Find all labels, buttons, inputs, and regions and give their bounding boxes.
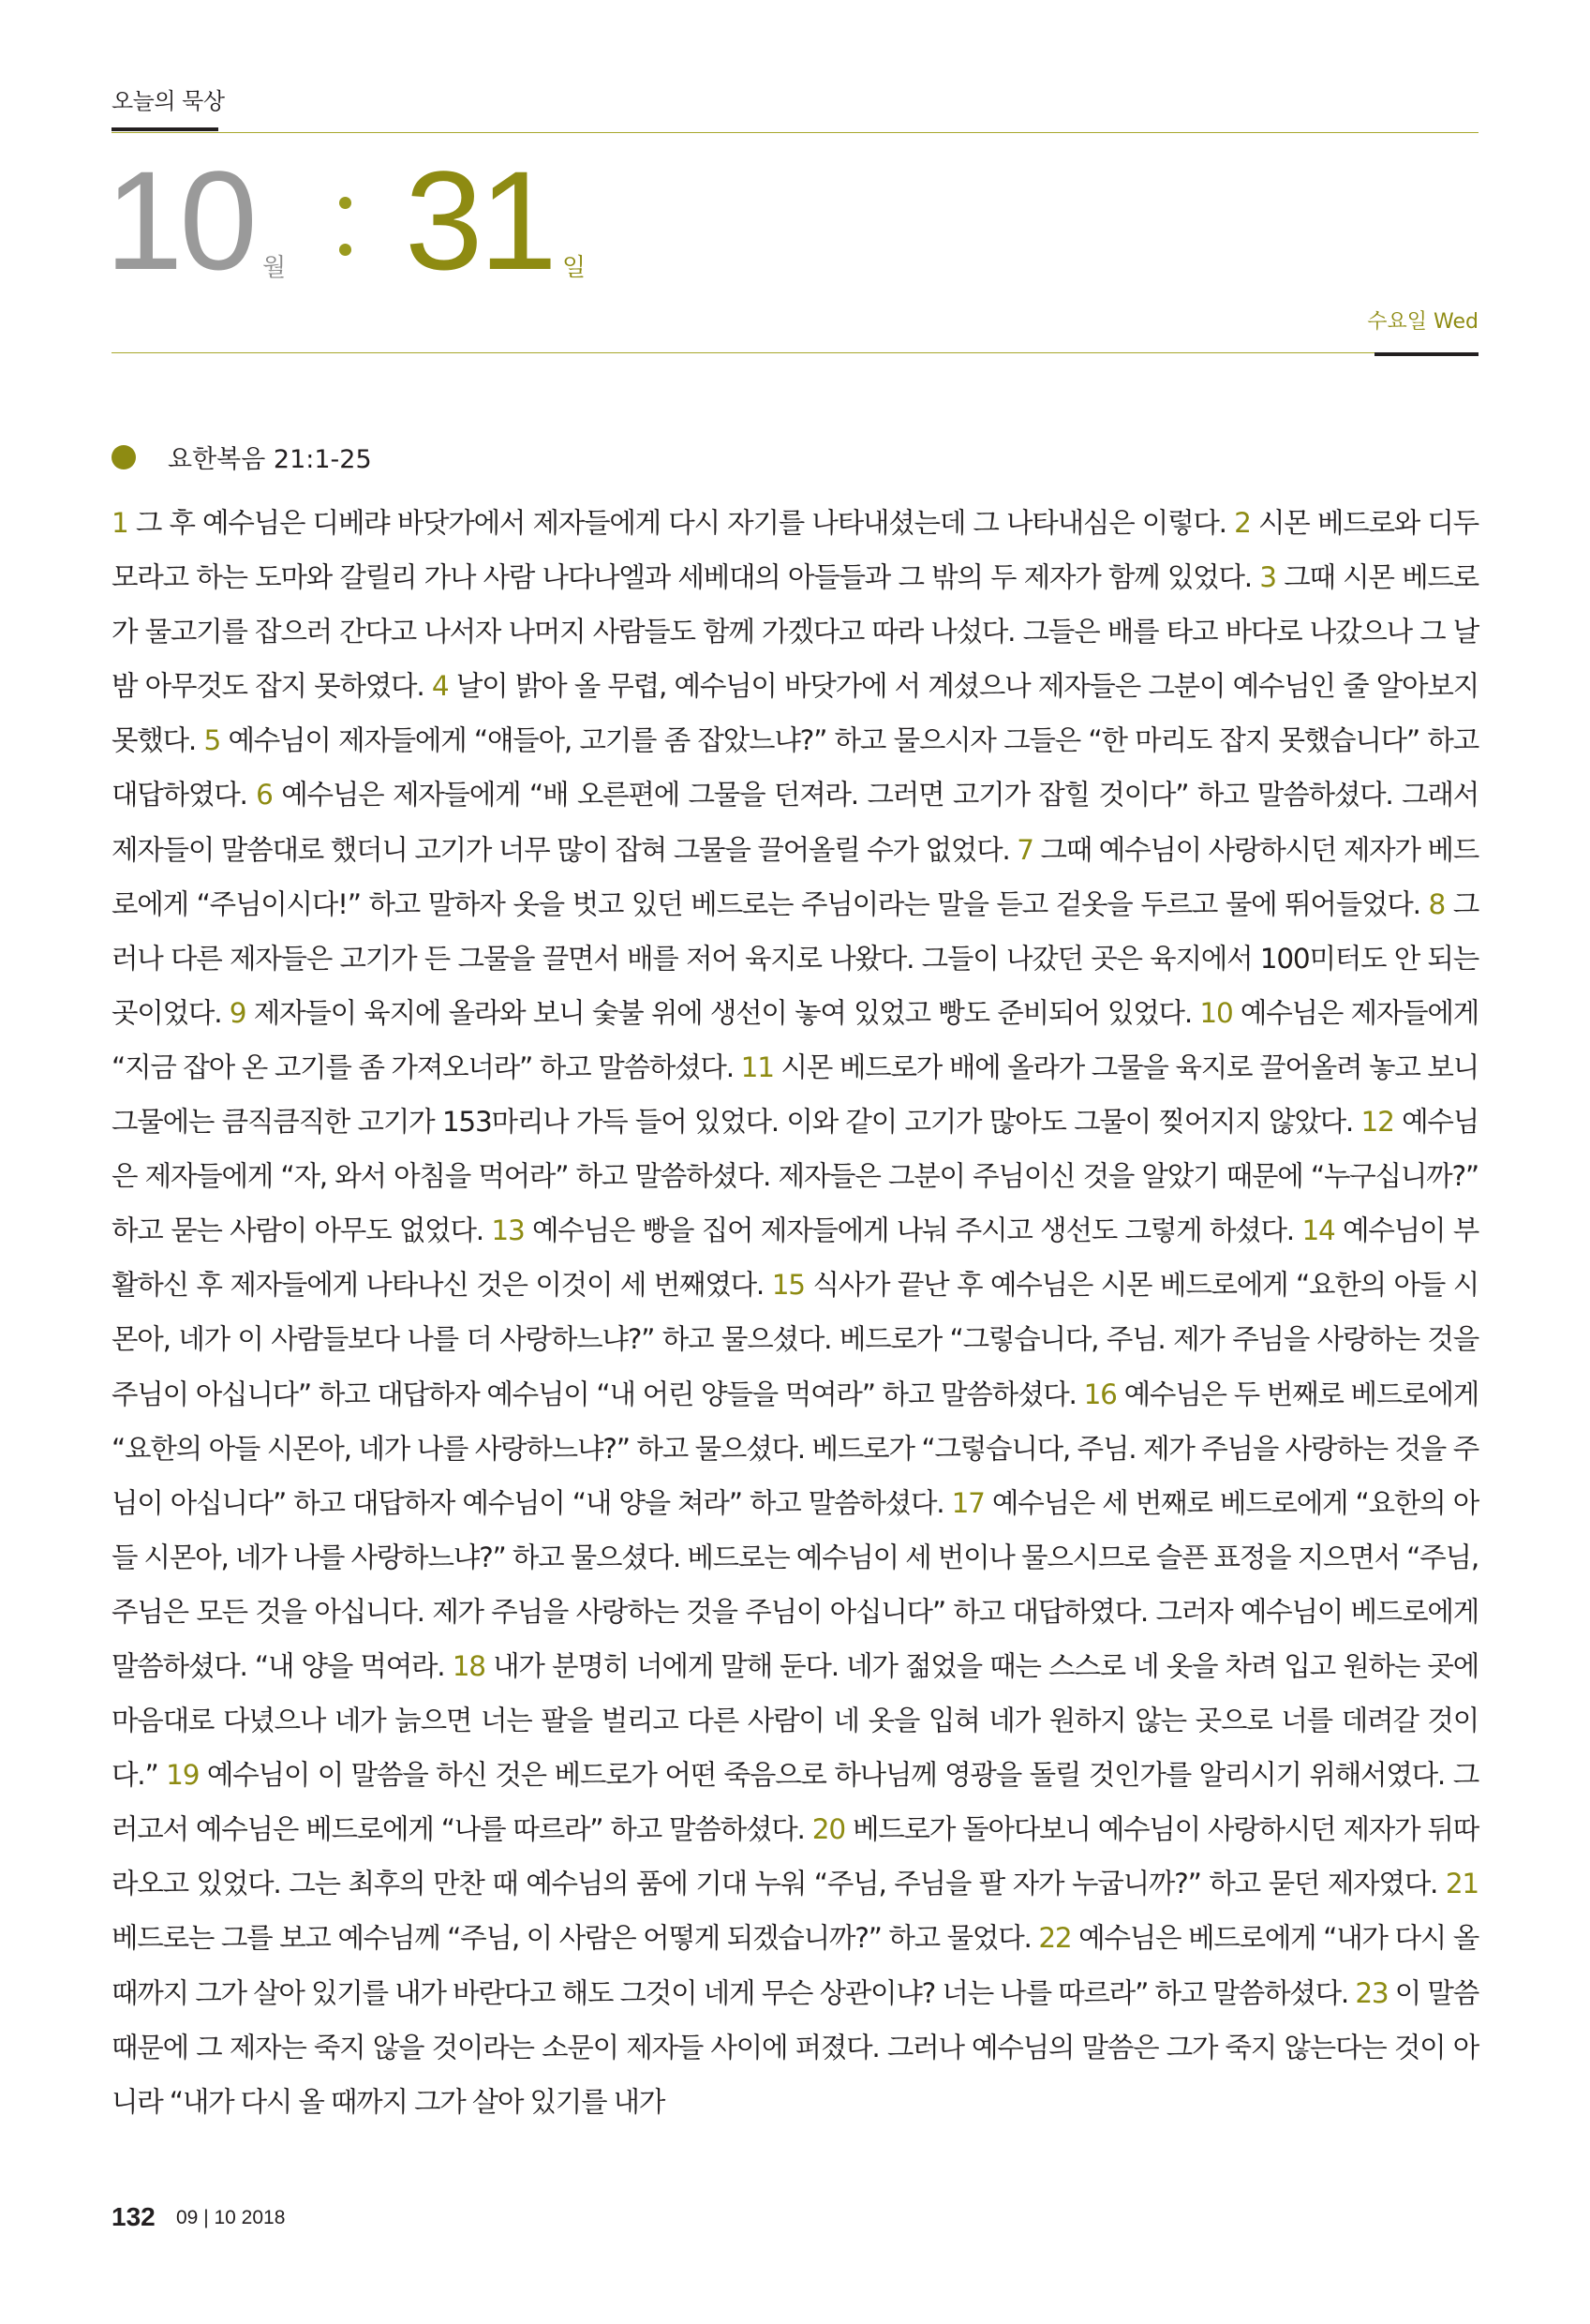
scripture-body <box>111 496 1479 2129</box>
verse-text: 그때 예수님이 사랑하시던 제자가 베드로에게 “주님이시다!” 하고 말하자 옷을 벗고 있던 베드로는 주님이라는 말을 듣고 겉옷을 두르고 물에 뛰어들었다. <box>111 833 1479 920</box>
day-unit: 일 <box>562 254 587 282</box>
verse-number: 15 <box>771 1269 805 1302</box>
month-unit: 월 <box>262 254 287 282</box>
verse-text: 예수님은 빵을 집어 제자들에게 나눠 주시고 생선도 그렇게 하셨다. <box>524 1214 1302 1247</box>
verse-number: 23 <box>1355 1976 1389 2009</box>
verse-text: 예수님은 세 번째로 베드로에게 “요한의 아들 시몬아, 네가 나를 사랑하느냐?” 하고 물으셨다. 베드로는 예수님이 세 번이나 물으시므로 슬픈 표정을 지으면서 “주님, 주님은 모든 것을 아십니다. 제가 주님을 사랑하는 것을 주님이 아십니다” 하고 대답하였다. 그러자 예수님이 베드로에게 말씀하셨다. “내 양을 먹여라. <box>111 1486 1479 1682</box>
weekday-label: 수요일 Wed <box>1367 310 1479 334</box>
verse-text: 시몬 베드로가 배에 올라가 그물을 육지로 끌어올려 놓고 보니 그물에는 큼직큼직한 고기가 153마리나 가득 들어 있었다. 이와 같이 고기가 많아도 그물이 찢어지지 않았다. <box>111 1050 1479 1139</box>
date-rule-thick <box>1375 352 1479 356</box>
verse-text: 제자들이 육지에 올라와 보니 숯불 위에 생선이 놓여 있었고 빵도 준비되어 있었다. <box>245 996 1200 1029</box>
section-label: 오늘의 묵상 <box>111 88 225 114</box>
verse-number: 14 <box>1301 1214 1335 1247</box>
verse-number: 19 <box>166 1759 200 1792</box>
verse-text: 베드로가 돌아다보니 예수님이 사랑하시던 제자가 뒤따라오고 있었다. 그는 최후의 만찬 때 예수님의 품에 기대 누워 “주님, 주님을 팔 자가 누굽니까?” 하고 묻던 제자였다. <box>111 1813 1479 1900</box>
verse-text: 날이 밝아 올 무렵, 예수님이 바닷가에 서 계셨으나 제자들은 그분이 예수님인 줄 알아보지 못했다. <box>111 670 1479 757</box>
verse-text: 그 후 예수님은 디베랴 바닷가에서 제자들에게 다시 자기를 나타내셨는데 그 나타내심은 이렇다. <box>127 507 1235 539</box>
verse-text: 예수님이 제자들에게 “얘들아, 고기를 좀 잡았느냐?” 하고 물으시자 그들은 “한 마리도 잡지 못했습니다” 하고 대답하였다. <box>111 724 1479 812</box>
passage-reference: 요한복음 21:1-25 <box>168 445 372 474</box>
date-separator-colon <box>339 197 352 262</box>
header-rule-thin <box>111 132 1479 133</box>
verse-number: 13 <box>491 1214 525 1247</box>
verse-number: 16 <box>1083 1378 1117 1410</box>
verse-text: 식사가 끝난 후 예수님은 시몬 베드로에게 “요한의 아들 시몬아, 네가 이 사람들보다 나를 더 사랑하느냐?” 하고 물으셨다. 베드로가 “그렇습니다, 주님. 제가 주님을 사랑하는 것을 주님이 아십니다” 하고 대답하자 예수님이 “내 어린 양들을 먹여라” 하고 말씀하셨다. <box>111 1269 1479 1410</box>
verse-text: 베드로는 그를 보고 예수님께 “주님, 이 사람은 어떻게 되겠습니까?” 하고 물었다. <box>111 1922 1039 1955</box>
verse-number: 10 <box>1199 996 1233 1029</box>
issue-date: 09 | 10 2018 <box>176 2207 286 2228</box>
verse-number: 18 <box>452 1649 485 1682</box>
verse-number: 3 <box>1259 561 1276 594</box>
month-number: 10 <box>105 142 254 299</box>
verse-number: 7 <box>1017 833 1033 866</box>
verse-text: 그러나 다른 제자들은 고기가 든 그물을 끌면서 배를 저어 육지로 나왔다. 그들이 나갔던 곳은 육지에서 100미터도 안 되는 곳이었다. <box>111 887 1479 1029</box>
verse-text: 예수님은 베드로에게 “내가 다시 올 때까지 그가 살아 있기를 내가 바란다고 해도 그것이 네게 무슨 상관이냐? 너는 나를 따르라” 하고 말씀하셨다. <box>111 1922 1479 2009</box>
verse-number: 8 <box>1428 887 1446 920</box>
bullet-dot-icon <box>111 445 136 469</box>
verse-number: 12 <box>1360 1106 1394 1139</box>
verse-number: 20 <box>811 1813 845 1846</box>
verse-number: 4 <box>431 670 449 703</box>
verse-text: 예수님이 이 말씀을 하신 것은 베드로가 어떤 죽음으로 하나님께 영광을 돌릴 것인가를 알리시기 위해서였다. 그러고서 예수님은 베드로에게 “나를 따르라” 하고 말씀하셨다. <box>111 1759 1479 1846</box>
verse-number: 6 <box>256 779 273 812</box>
verse-number: 17 <box>951 1486 985 1519</box>
verse-text: 그때 시몬 베드로가 물고기를 잡으러 간다고 나서자 나머지 사람들도 함께 가겠다고 따라 나섰다. 그들은 배를 타고 바다로 나갔으나 그 날 밤 아무것도 잡지 못하였다. <box>111 561 1479 703</box>
verse-number: 9 <box>229 996 246 1029</box>
verse-text: 예수님은 두 번째로 베드로에게 “요한의 아들 시몬아, 네가 나를 사랑하느냐?” 하고 물으셨다. 베드로가 “그렇습니다, 주님. 제가 주님을 사랑하는 것을 주님이 아십니다” 하고 대답하자 예수님이 “내 양을 쳐라” 하고 말씀하셨다. <box>111 1378 1479 1519</box>
passage-heading <box>111 439 372 475</box>
verse-text: 시몬 베드로와 디두모라고 하는 도마와 갈릴리 가나 사람 나다나엘과 세베대의 아들들과 그 밖의 두 제자가 함께 있었다. <box>111 507 1479 594</box>
verse-number: 2 <box>1234 507 1251 539</box>
verse-text: 예수님은 제자들에게 “지금 잡아 온 고기를 좀 가져오너라” 하고 말씀하셨다. <box>111 996 1479 1083</box>
verse-text: 이 말씀 때문에 그 제자는 죽지 않을 것이라는 소문이 제자들 사이에 퍼졌다. 그러나 예수님의 말씀은 그가 죽지 않는다는 것이 아니라 “내가 다시 올 때까지 그가 살아 있기를 내가 <box>111 1976 1479 2118</box>
verse-number: 5 <box>203 724 221 757</box>
verse-number: 21 <box>1445 1868 1479 1900</box>
page-number: 132 <box>111 2202 156 2231</box>
verse-number: 11 <box>740 1050 774 1083</box>
verse-number: 1 <box>111 507 128 539</box>
verse-number: 22 <box>1038 1922 1072 1955</box>
header-rule-thick <box>111 127 218 131</box>
verse-text: 예수님은 제자들에게 “자, 와서 아침을 먹어라” 하고 말씀하셨다. 제자들은 그분이 주님이신 것을 알았기 때문에 “누구십니까?” 하고 묻는 사람이 아무도 없었다. <box>111 1106 1479 1247</box>
verse-text: 예수님은 제자들에게 “배 오른편에 그물을 던져라. 그러면 고기가 잡힐 것이다” 하고 말씀하셨다. 그래서 제자들이 말씀대로 했더니 고기가 너무 많이 잡혀 그물을 끌어올릴 수가 없었다. <box>111 779 1479 866</box>
verse-text: 내가 분명히 너에게 말해 둔다. 네가 젊었을 때는 스스로 네 옷을 차려 입고 원하는 곳에 마음대로 다녔으나 네가 늙으면 너는 팔을 벌리고 다른 사람이 네 옷을 입혀 네가 원하지 않는 곳으로 너를 데려갈 것이다.” <box>111 1649 1479 1792</box>
date-rule-thin <box>111 352 1479 353</box>
verse-text: 예수님이 부활하신 후 제자들에게 나타나신 것은 이것이 세 번째였다. <box>111 1214 1479 1302</box>
day-number: 31 <box>405 142 554 299</box>
